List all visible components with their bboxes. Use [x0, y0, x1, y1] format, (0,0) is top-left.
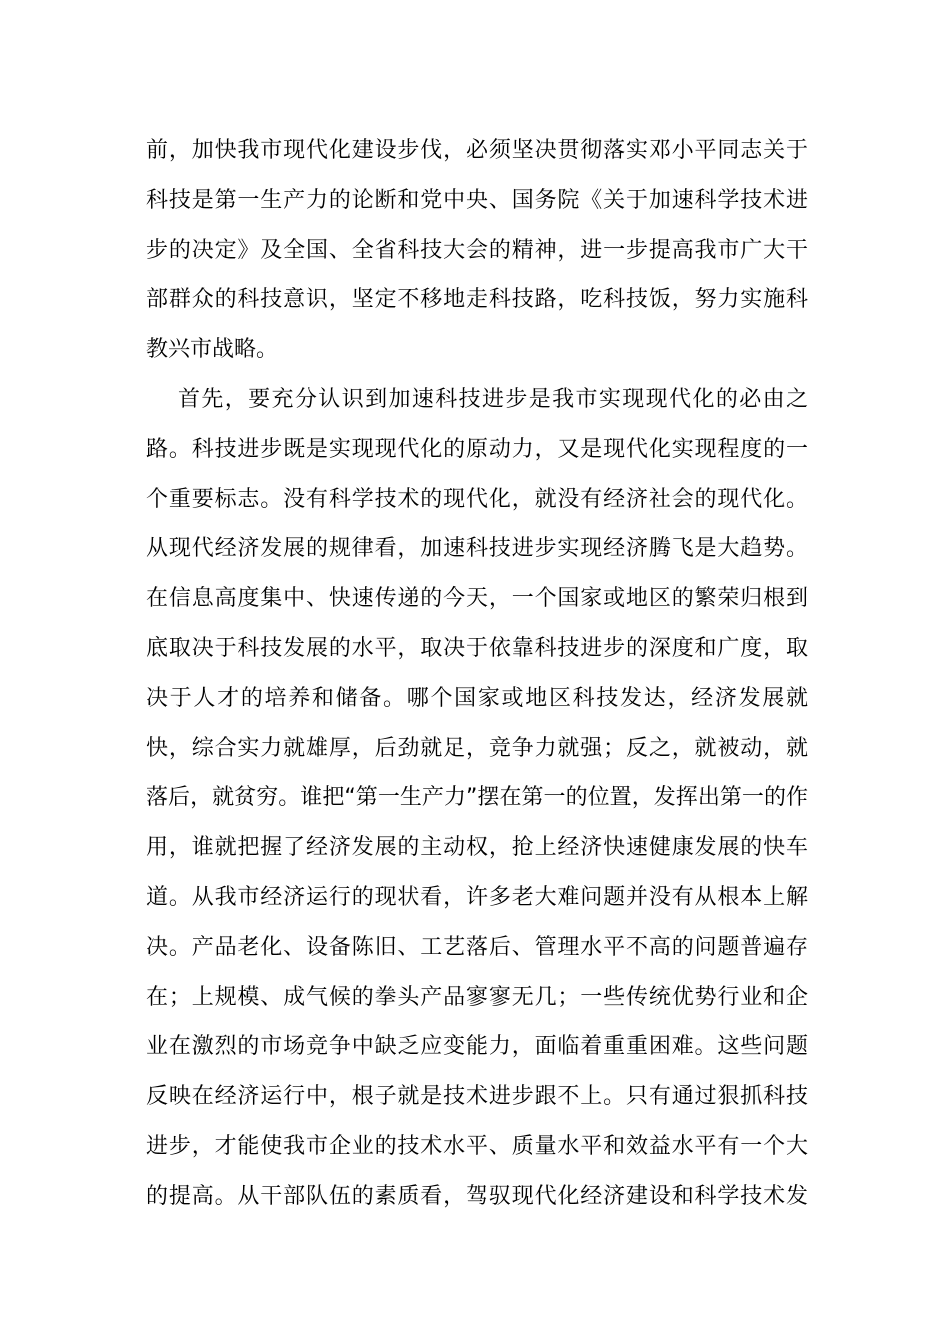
text-line: 进步，才能使我市企业的技术水平、质量水平和效益水平有一个大 [146, 1133, 808, 1159]
text-line: 科技是第一生产力的论断和党中央、国务院《关于加速科学技术进 [146, 187, 808, 213]
text-line: 决。产品老化、设备陈旧、工艺落后、管理水平不高的问题普遍存 [146, 934, 808, 960]
text-line: 落后，就贫穷。谁把“第一生产力”摆在第一的位置，发挥出第一的作 [146, 785, 808, 811]
paragraph-end-line: 教兴市战略。 [146, 337, 279, 363]
text-line: 业在激烈的市场竞争中缺乏应变能力，面临着重重困难。这些问题 [146, 1034, 808, 1060]
text-line: 在信息高度集中、快速传递的今天，一个国家或地区的繁荣归根到 [146, 586, 808, 612]
paragraph-first-line: 首先，要充分认识到加速科技进步是我市实现现代化的必由之 [178, 386, 808, 412]
text-line: 的提高。从干部队伍的素质看，驾驭现代化经济建设和科学技术发 [146, 1183, 808, 1209]
text-line: 个重要标志。没有科学技术的现代化，就没有经济社会的现代化。 [146, 486, 808, 512]
text-line: 决于人才的培养和储备。哪个国家或地区科技发达，经济发展就 [146, 685, 808, 711]
text-line: 部群众的科技意识，坚定不移地走科技路，吃科技饭，努力实施科 [146, 287, 808, 313]
text-line: 道。从我市经济运行的现状看，许多老大难问题并没有从根本上解 [146, 884, 808, 910]
body-text [146, 126, 808, 1222]
text-line: 路。科技进步既是实现现代化的原动力，又是现代化实现程度的一 [146, 436, 808, 462]
text-line: 在；上规模、成气候的拳头产品寥寥无几；一些传统优势行业和企 [146, 984, 808, 1010]
text-line: 快，综合实力就雄厚，后劲就足，竞争力就强；反之，就被动，就 [146, 735, 808, 761]
text-line: 从现代经济发展的规律看，加速科技进步实现经济腾飞是大趋势。 [146, 536, 808, 562]
text-line: 前，加快我市现代化建设步伐，必须坚决贯彻落实邓小平同志关于 [146, 138, 808, 163]
text-line: 反映在经济运行中，根子就是技术进步跟不上。只有通过狠抓科技 [146, 1084, 808, 1110]
text-line: 底取决于科技发展的水平，取决于依靠科技进步的深度和广度，取 [146, 635, 808, 661]
text-line: 用，谁就把握了经济发展的主动权，抢上经济快速健康发展的快车 [146, 835, 808, 861]
text-line: 步的决定》及全国、全省科技大会的精神，进一步提高我市广大干 [146, 237, 808, 263]
